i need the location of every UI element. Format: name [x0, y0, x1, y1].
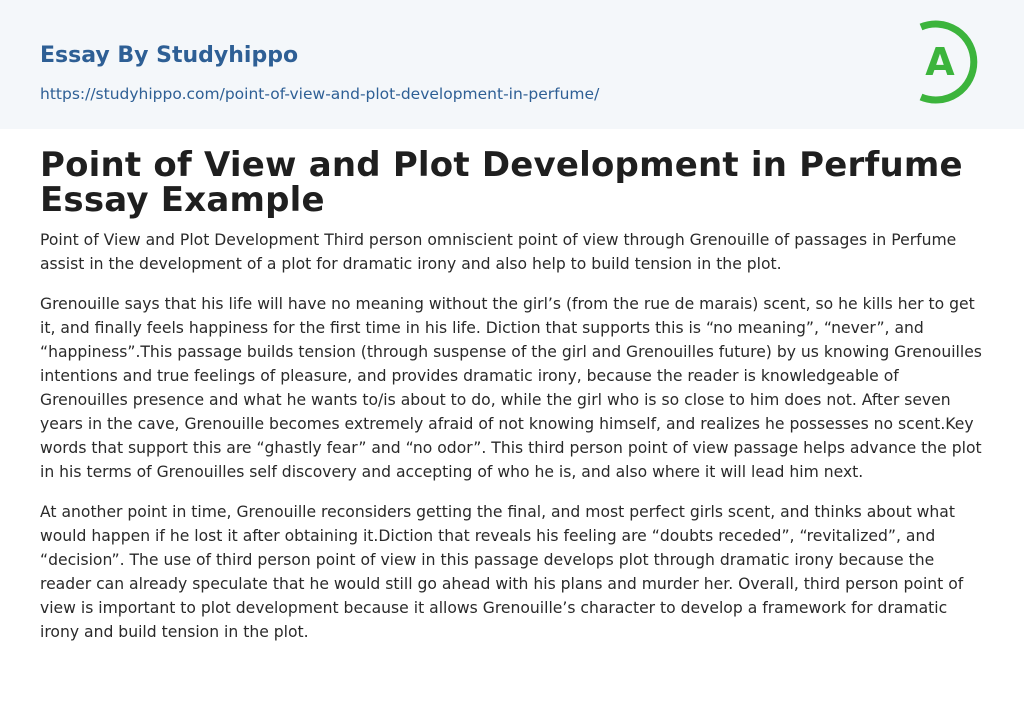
source-url-link[interactable]: https://studyhippo.com/point-of-view-and-plot-development-in-perfume/ — [40, 85, 600, 103]
studyhippo-logo-icon[interactable] — [908, 16, 990, 108]
page-header — [0, 0, 1024, 129]
essay-paragraph: Point of View and Plot Development Third person omniscient point of view through Grenouille of passages in Perfume assist in the development of a plot for dramatic irony and also help to build tension in the plot. — [40, 231, 957, 273]
essay-paragraph: At another point in time, Grenouille reconsiders getting the final, and most perfect girls scent, and thinks about what would happen if he lost it after obtaining it.Diction that reveals his feeling are “doubts receded”, “revitalized”, and “decision”. The use of third person point of view in this passage develops plot through dramatic irony because the reader can already speculate that he would still go ahead with his plans and murder her. Overall, third person point of view is important to plot development because it allows Grenouille’s character to develop a framework for dramatic irony and build tension in the plot. — [40, 503, 964, 641]
essay-paragraph: Grenouille says that his life will have no meaning without the girl’s (from the rue de marais) scent, so he kills her to get it, and finally feels happiness for the first time in his life. Diction that supports this is “no meaning”, “never”, and “happiness”.This passage builds tension (through suspense of the girl and Grenouilles future) by us knowing Grenouilles intentions and true feelings of pleasure, and provides dramatic irony, because the reader is knowledgeable of Grenouilles presence and what he wants to/is about to do, while the girl who is so close to him does not. After seven years in the cave, Grenouille becomes extremely afraid of not knowing himself, and realizes he possesses no scent.Key words that support this are “ghastly fear” and “no odor”. This third person point of view passage helps advance the plot in his terms of Grenouilles self discovery and accepting of who he is, and also where it will lead him next. — [40, 295, 982, 481]
page-title: Point of View and Plot Development in Perfume Essay Example — [40, 145, 963, 220]
logo-letter: A — [925, 40, 955, 84]
brand-title: Essay By Studyhippo — [40, 43, 299, 68]
essay-main — [40, 145, 990, 660]
essay-body — [40, 228, 990, 644]
